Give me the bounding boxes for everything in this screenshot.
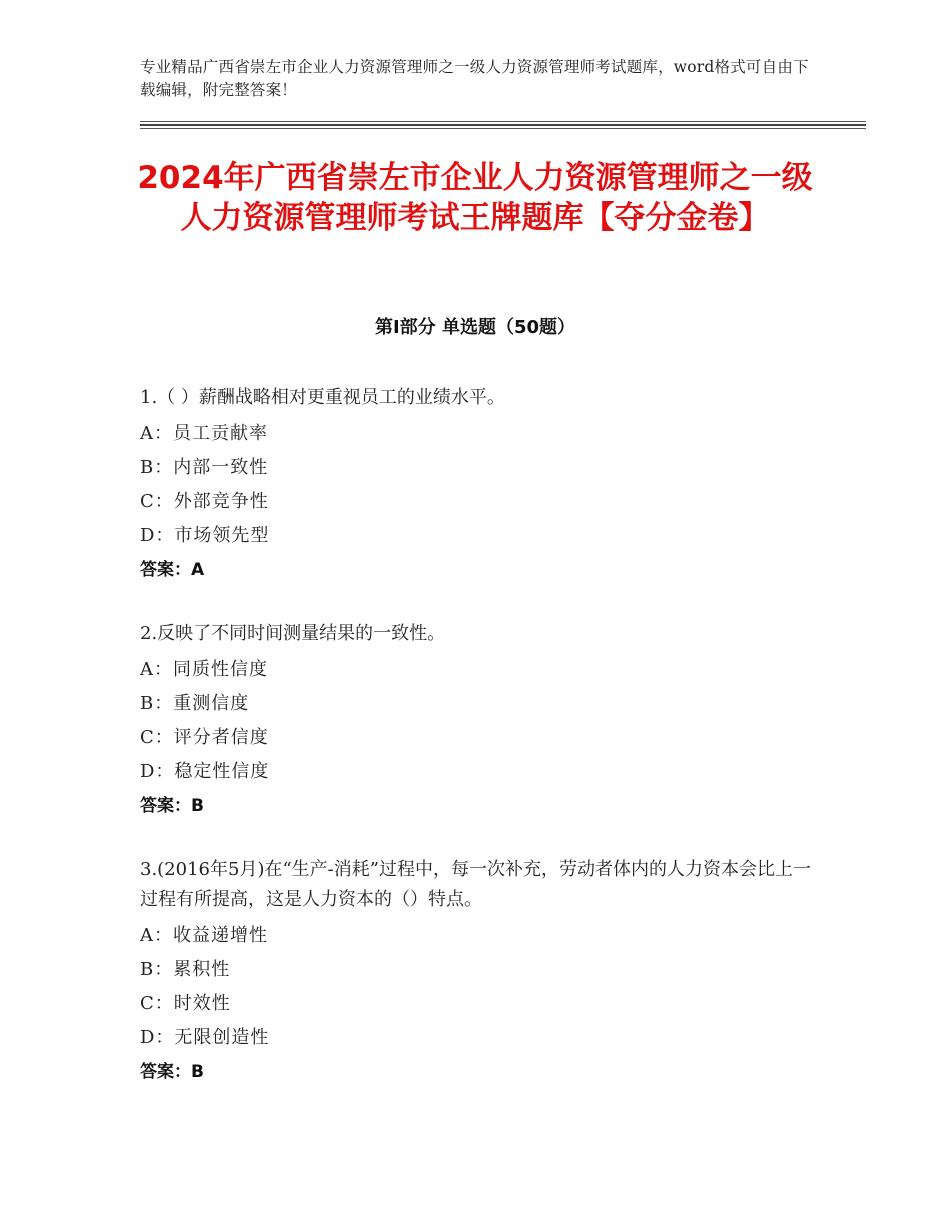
question-list [140,383,820,1121]
option-c: C：外部竞争性 [140,491,269,512]
header-rule-top [140,121,866,122]
option-a: A：员工贡献率 [140,423,268,444]
question-stem: 3.(2016年5月)在“生产-消耗”过程中，每一次补充，劳动者体内的人力资本会比上一过程有所提高，这是人力资本的（）特点。 [140,859,811,910]
section-heading: 第Ⅰ部分 单选题（50题） [374,317,575,338]
question-stem: 2.反映了不同时间测量结果的一致性。 [140,623,446,644]
option-d: D：无限创造性 [140,1027,270,1048]
question-3 [140,855,820,1089]
header-note: 专业精品广西省崇左市企业人力资源管理师之一级人力资源管理师考试题库，word格式可自由下载编辑，附完整答案！ [140,58,809,99]
option-b: B：累积性 [140,959,231,980]
answer: 答案：B [140,796,204,816]
option-d: D：稳定性信度 [140,761,270,782]
document-title: 2024年广西省崇左市企业人力资源管理师之一级人力资源管理师考试王牌题库【夺分金卷】 [137,160,813,236]
question-2 [140,619,820,823]
option-a: A：同质性信度 [140,659,268,680]
answer: 答案：A [140,560,205,580]
option-b: B：重测信度 [140,693,250,714]
question-stem: 1.（ ）薪酬战略相对更重视员工的业绩水平。 [140,387,505,408]
option-d: D：市场领先型 [140,525,270,546]
option-a: A：收益递增性 [140,925,268,946]
question-1 [140,383,820,587]
header-rule-bottom [140,128,866,129]
option-c: C：评分者信度 [140,727,269,748]
option-b: B：内部一致性 [140,457,269,478]
option-c: C：时效性 [140,993,231,1014]
header-rule-middle [140,124,866,126]
answer: 答案：B [140,1062,204,1082]
